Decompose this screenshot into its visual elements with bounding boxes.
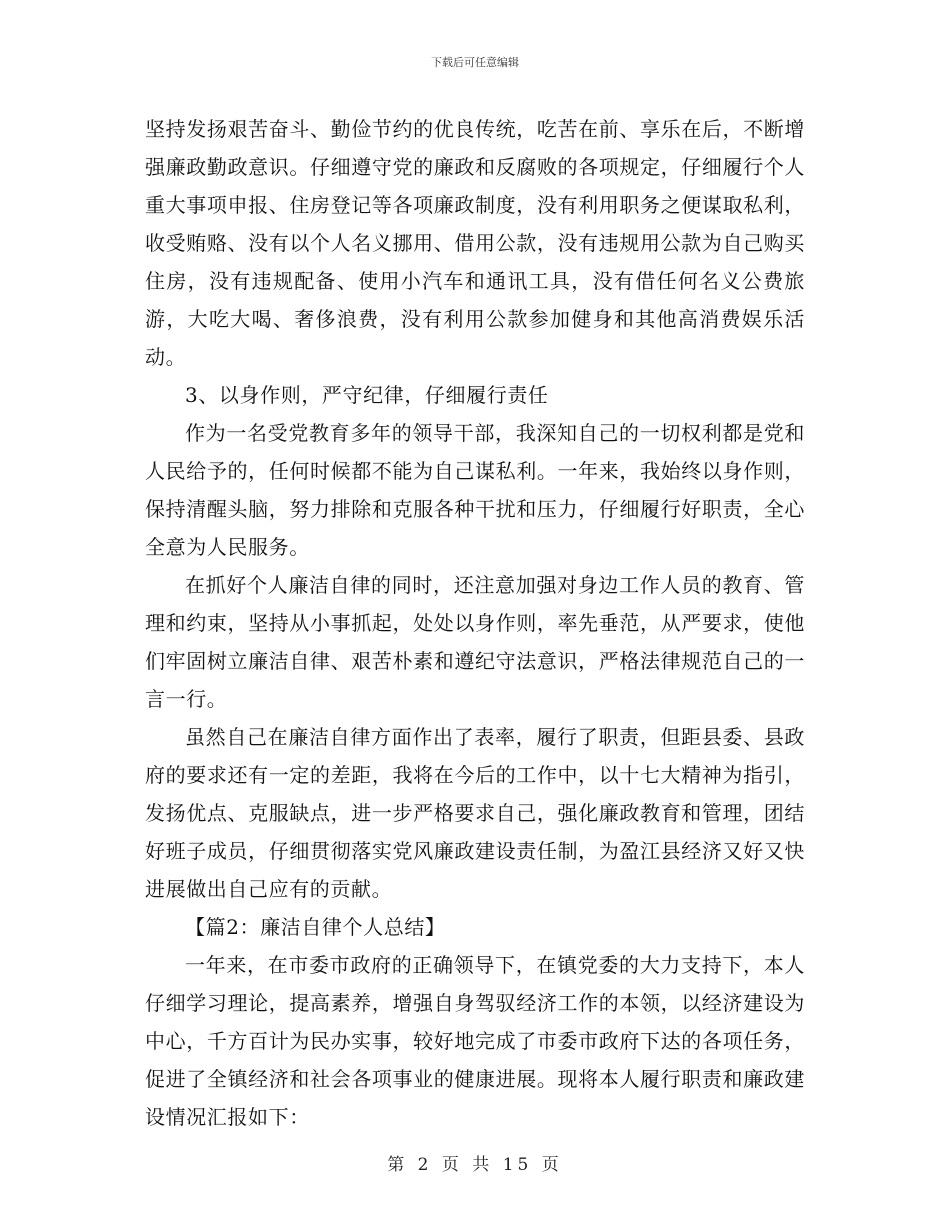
document-body [145, 110, 805, 1136]
page-footer: 第 2 页 共 15 页 [387, 1155, 563, 1175]
article-heading: 【篇2：廉洁自律个人总结】 [185, 915, 446, 939]
paragraph-continuation: 坚持发扬艰苦奋斗、勤俭节约的优良传统，吃苦在前、享乐在后，不断增强廉政勤政意识。仔细遵守党的廉政和反腐败的各项规定，仔细履行个人重大事项申报、住房登记等各项廉政制度，没有利用职务之便谋取私利，收受贿赂、没有以个人名义挪用、借用公款，没有违规用公款为自己购买住房，没有违规配备、使用小汽车和通讯工具，没有借任何名义公费旅游，大吃大喝、奢侈浪费，没有利用公款参加健身和其他高消费娱乐活动。 [145, 117, 805, 369]
section-heading-3: 3、以身作则，严守纪律，仔细履行责任 [185, 383, 549, 407]
paragraph: 在抓好个人廉洁自律的同时，还注意加强对身边工作人员的教育、管理和约束，坚持从小事抓起，处处以身作则，率先垂范，从严要求，使他们牢固树立廉洁自律、艰苦朴素和遵纪守法意识，严格法律规范自己的一言一行。 [145, 573, 805, 711]
page-header: 下载后可任意编辑 [431, 56, 519, 69]
paragraph: 一年来，在市委市政府的正确领导下，在镇党委的大力支持下，本人仔细学习理论，提高素养，增强自身驾驭经济工作的本领，以经济建设为中心，千方百计为民办实事，较好地完成了市委市政府下达的各项任务，促进了全镇经济和社会各项事业的健康进展。现将本人履行职责和廉政建设情况汇报如下： [145, 953, 805, 1129]
paragraph: 虽然自己在廉洁自律方面作出了表率，履行了职责，但距县委、县政府的要求还有一定的差距，我将在今后的工作中，以十七大精神为指引，发扬优点、克服缺点，进一步严格要求自己，强化廉政教育和管理，团结好班子成员，仔细贯彻落实党风廉政建设责任制，为盈江县经济又好又快进展做出自己应有的贡献。 [145, 725, 805, 901]
paragraph: 作为一名受党教育多年的领导干部，我深知自己的一切权利都是党和人民给予的，任何时候都不能为自己谋私利。一年来，我始终以身作则，保持清醒头脑，努力排除和克服各种干扰和压力，仔细履行好职责，全心全意为人民服务。 [145, 421, 805, 559]
